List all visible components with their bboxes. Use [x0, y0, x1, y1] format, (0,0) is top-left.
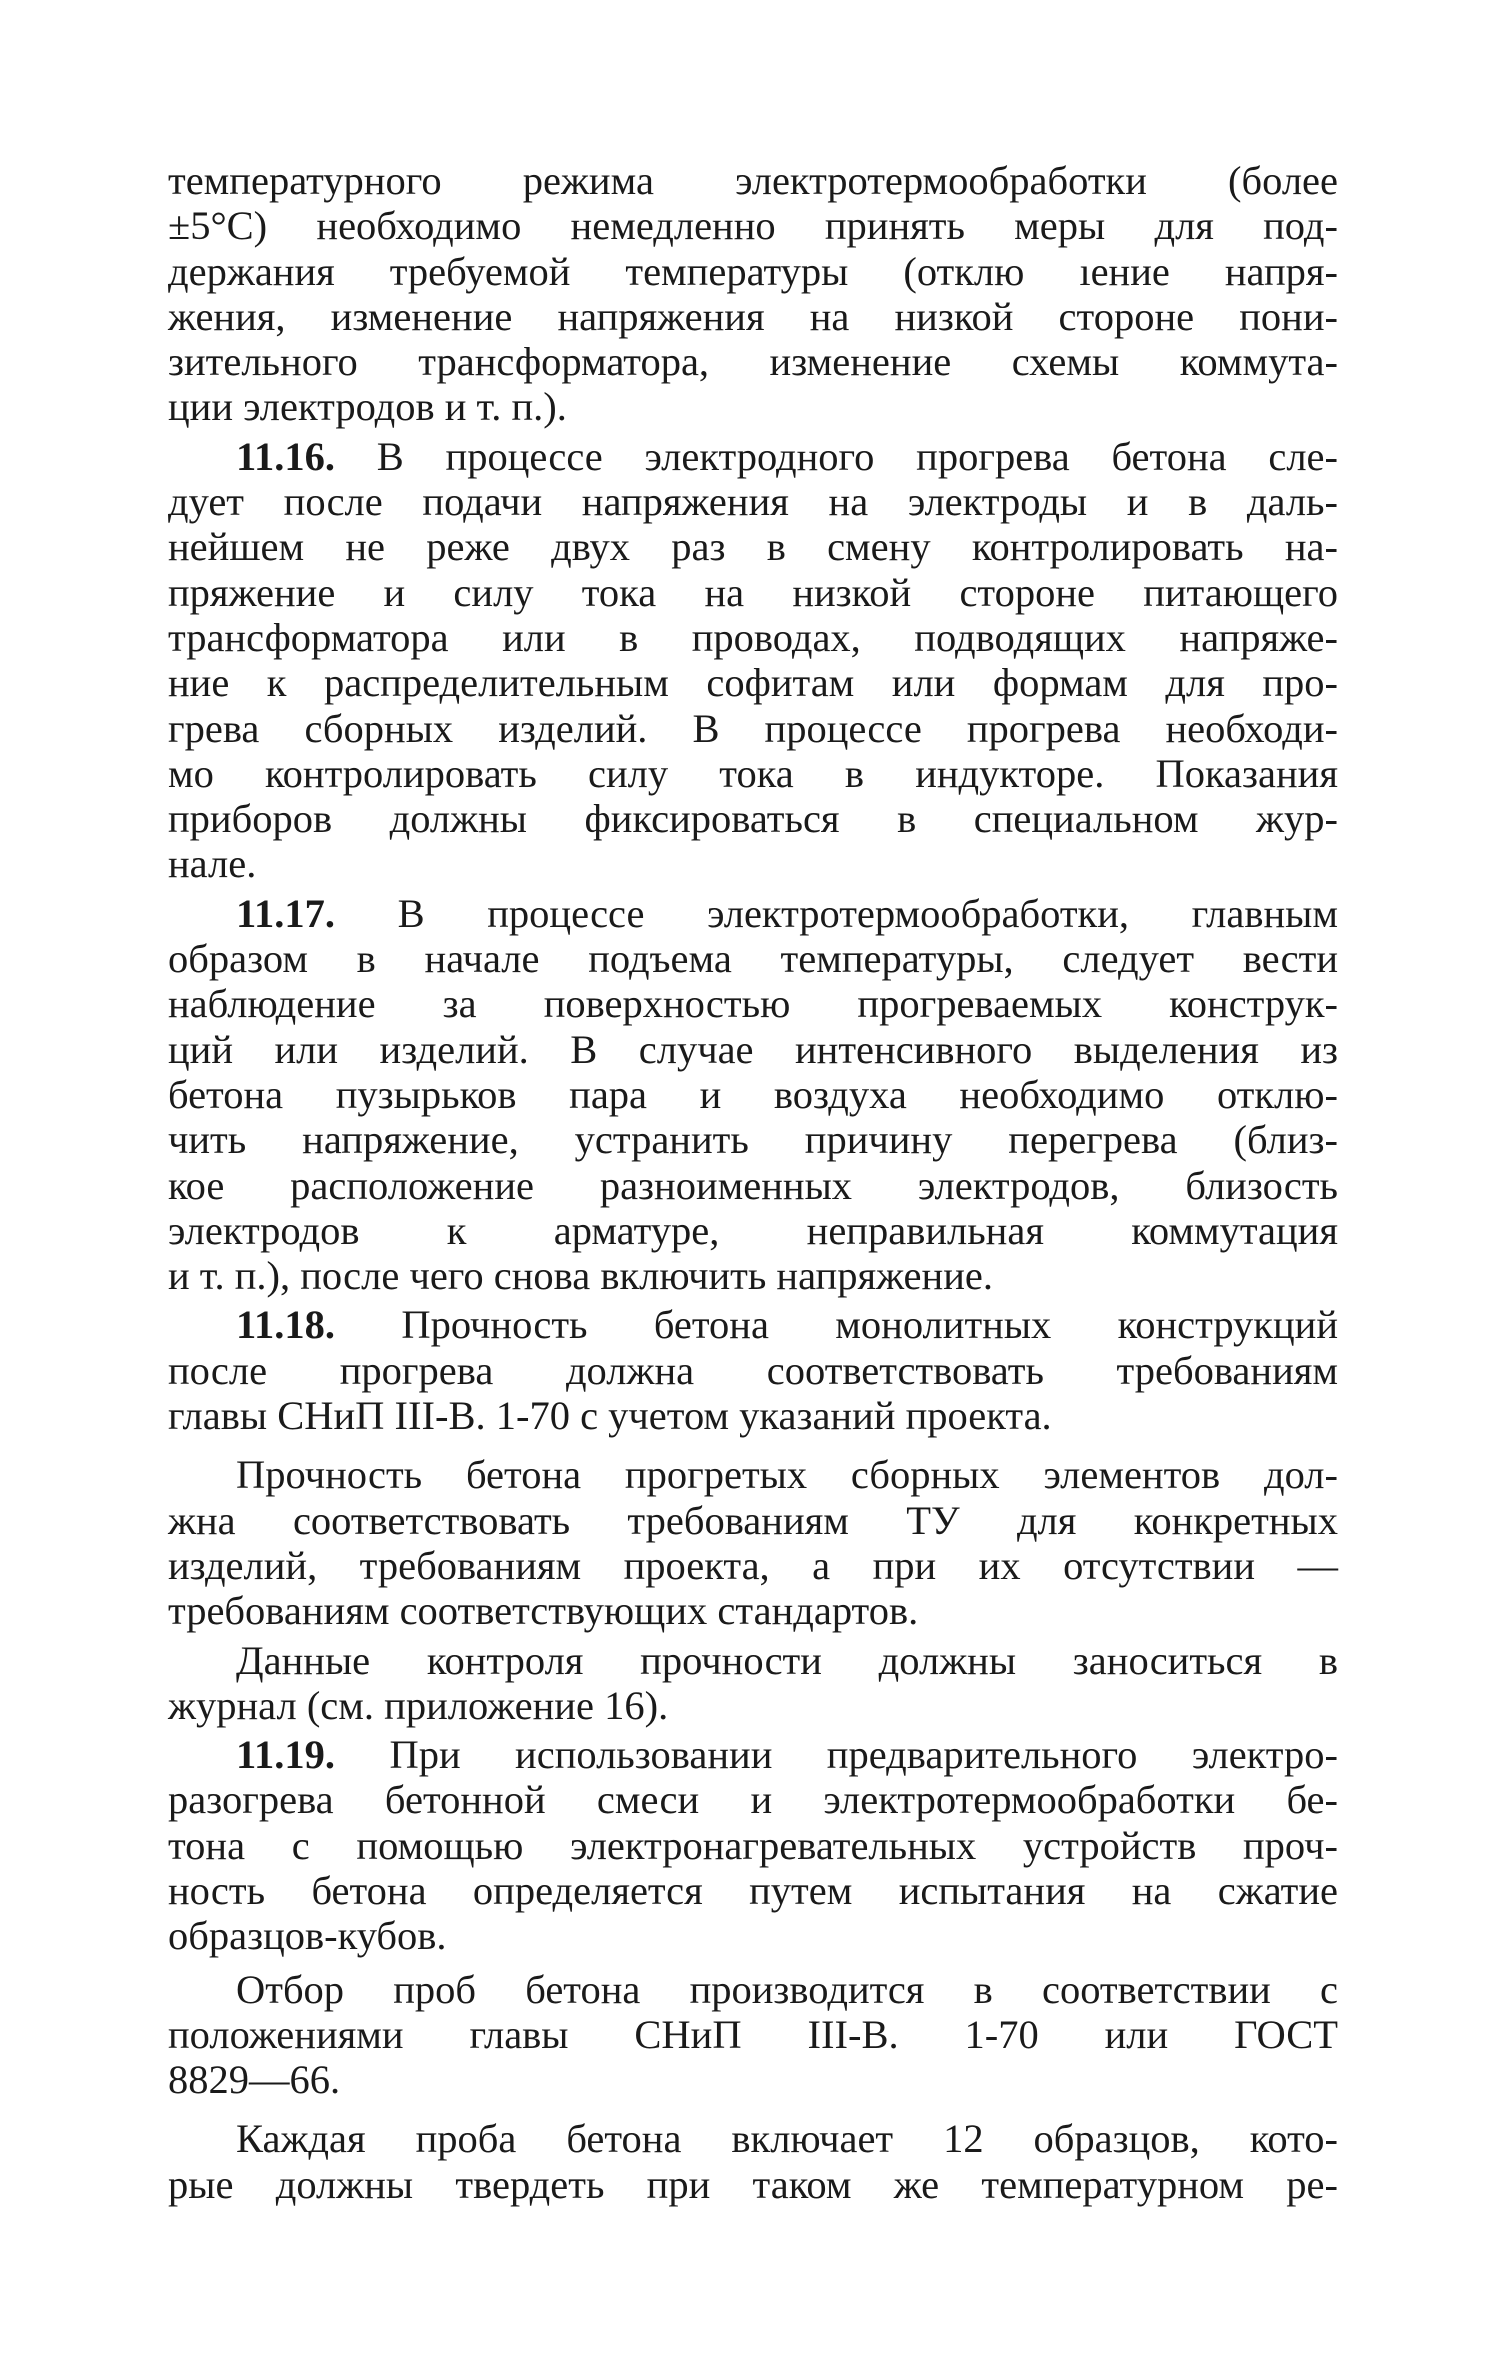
paragraph-continuation: [168, 158, 1338, 430]
text-line: главы СНиП III-В. 1-70 с учетом указаний проекта.: [168, 1393, 1052, 1439]
text-line: ций или изделий. В случае интенсивного выделения из: [168, 1026, 1338, 1072]
text-line: ность бетона определяется путем испытания на сжатие: [168, 1867, 1338, 1913]
paragraph-samples: [168, 2116, 1338, 2207]
text-line: нейшем не реже двух раз в смену контролировать на-: [168, 524, 1338, 570]
text-line: 11.17. В процессе электротермообработки, главным: [236, 890, 1338, 936]
text-line: ±5°С) необходимо немедленно принять меры для под-: [168, 203, 1338, 249]
text-line: дует после подачи напряжения на электроды и в даль-: [168, 479, 1338, 525]
text-line: кое расположение разноименных электродов, близость: [168, 1162, 1338, 1208]
document-page: [168, 158, 1338, 2207]
text-line: 11.18. Прочность бетона монолитных конструкций: [236, 1302, 1338, 1348]
text-line: приборов должны фиксироваться в специальном жур-: [168, 796, 1338, 842]
text-line: бетона пузырьков пара и воздуха необходимо отклю-: [168, 1071, 1338, 1117]
text-line: трансформатора или в проводах, подводящих напряже-: [168, 614, 1338, 660]
text-line: 8829—66.: [168, 2057, 341, 2103]
text-line: положениями главы СНиП III-В. 1-70 или ГОСТ: [168, 2011, 1338, 2057]
text-line: зительного трансформатора, изменение схемы коммута-: [168, 339, 1338, 385]
section-number: 11.17.: [236, 890, 336, 936]
section-number: 11.16.: [236, 433, 336, 479]
paragraph-precast-strength: [168, 1452, 1338, 1633]
text-line: образцов-кубов.: [168, 1913, 447, 1959]
paragraph-11-16: [168, 434, 1338, 887]
text-line: чить напряжение, устранить причину перегрева (близ-: [168, 1117, 1338, 1163]
text-line: 11.16. В процессе электродного прогрева бетона сле-: [236, 433, 1338, 479]
paragraph-journal: [168, 1638, 1338, 1729]
section-number: 11.19.: [236, 1732, 336, 1778]
text-line: мо контролировать силу тока в индукторе. Показания: [168, 750, 1338, 796]
section-number: 11.18.: [236, 1302, 336, 1348]
text-line: жна соответствовать требованиям ТУ для конкретных: [168, 1497, 1338, 1543]
text-line: изделий, требованиям проекта, а при их отсутствии —: [168, 1542, 1338, 1588]
text-line: образом в начале подъема температуры, следует вести: [168, 936, 1338, 982]
text-line: тона с помощью электронагревательных устройств проч-: [168, 1822, 1338, 1868]
text-line: и т. п.), после чего снова включить напряжение.: [168, 1253, 993, 1299]
text-line: держания требуемой температуры (отклю ıение напря-: [168, 248, 1338, 294]
text-line: жения, изменение напряжения на низкой стороне пони-: [168, 293, 1338, 339]
text-line: рые должны твердеть при таком же температурном ре-: [168, 2161, 1338, 2207]
text-line: нале.: [168, 841, 257, 887]
paragraph-11-19: [168, 1732, 1338, 1958]
text-line: электродов к арматуре, неправильная коммутация: [168, 1207, 1338, 1253]
text-line: требованиям соответствующих стандартов.: [168, 1588, 919, 1634]
text-line: Каждая проба бетона включает 12 образцов, кото-: [236, 2116, 1338, 2162]
text-line: температурного режима электротермообработки (более: [168, 158, 1338, 203]
text-line: разогрева бетонной смеси и электротермообработки бе-: [168, 1777, 1338, 1823]
text-line: наблюдение за поверхностью прогреваемых конструк-: [168, 981, 1338, 1027]
text-line: грева сборных изделий. В процессе прогрева необходи-: [168, 705, 1338, 751]
paragraph-11-18: [168, 1302, 1338, 1438]
paragraph-11-17: [168, 891, 1338, 1299]
paragraph-sampling: [168, 1967, 1338, 2103]
text-line: Отбор проб бетона производится в соответствии с: [236, 1966, 1338, 2012]
text-line: после прогрева должна соответствовать требованиям: [168, 1347, 1338, 1393]
text-line: Прочность бетона прогретых сборных элементов дол-: [236, 1452, 1338, 1498]
text-line: 11.19. При использовании предварительного электро-: [236, 1732, 1338, 1778]
text-line: ние к распределительным софитам или формам для про-: [168, 660, 1338, 706]
text-line: ции электродов и т. п.).: [168, 384, 567, 430]
text-line: Данные контроля прочности должны заноситься в: [236, 1637, 1338, 1683]
text-line: пряжение и силу тока на низкой стороне питающего: [168, 569, 1338, 615]
text-line: журнал (см. приложение 16).: [168, 1682, 669, 1728]
